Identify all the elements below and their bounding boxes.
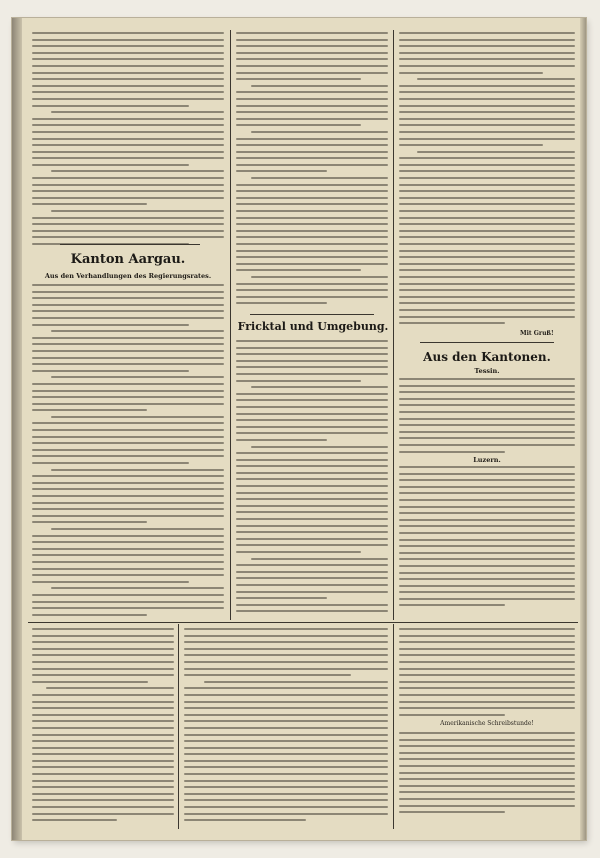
lower-column-3-text-bottom [399,732,575,818]
heading-fricktal: Fricktal und Umgebung. [237,320,389,333]
column-3-text-bottom [399,466,575,611]
column-2-text-bottom [236,340,388,617]
lower-column-3-text-top [399,628,575,720]
footer-note-heading: Amerikanische Schreibstunde! [440,720,534,727]
column-3-text-top [399,32,575,329]
lower-column-1-text [32,628,174,826]
section-rule-3 [420,342,554,343]
fold-rule [28,622,578,623]
lower-column-2-text [184,628,388,826]
subhead-regierungsrat: Aus den Verhandlungen des Regierungsrates. [44,272,212,280]
heading-aus-den-kantonen: Aus den Kantonen. [423,350,551,364]
section-rule [60,244,200,245]
page-binding [12,18,22,840]
column-1-text-top [32,32,224,250]
column-3-text-mid [399,378,575,457]
byline: Mit Gruß! [520,330,554,337]
subhead-tessin: Tessin. [474,367,500,375]
column-rule-4 [393,624,394,829]
column-rule-1 [230,30,231,620]
section-rule-2 [250,314,374,315]
column-rule-2 [393,30,394,620]
subhead-luzern: Luzern. [473,456,501,464]
column-2-text-top [236,32,388,309]
heading-kanton-aargau: Kanton Aargau. [70,252,186,267]
page-edge [580,18,586,840]
column-1-text-bottom [32,284,224,620]
column-rule-3 [178,624,179,829]
